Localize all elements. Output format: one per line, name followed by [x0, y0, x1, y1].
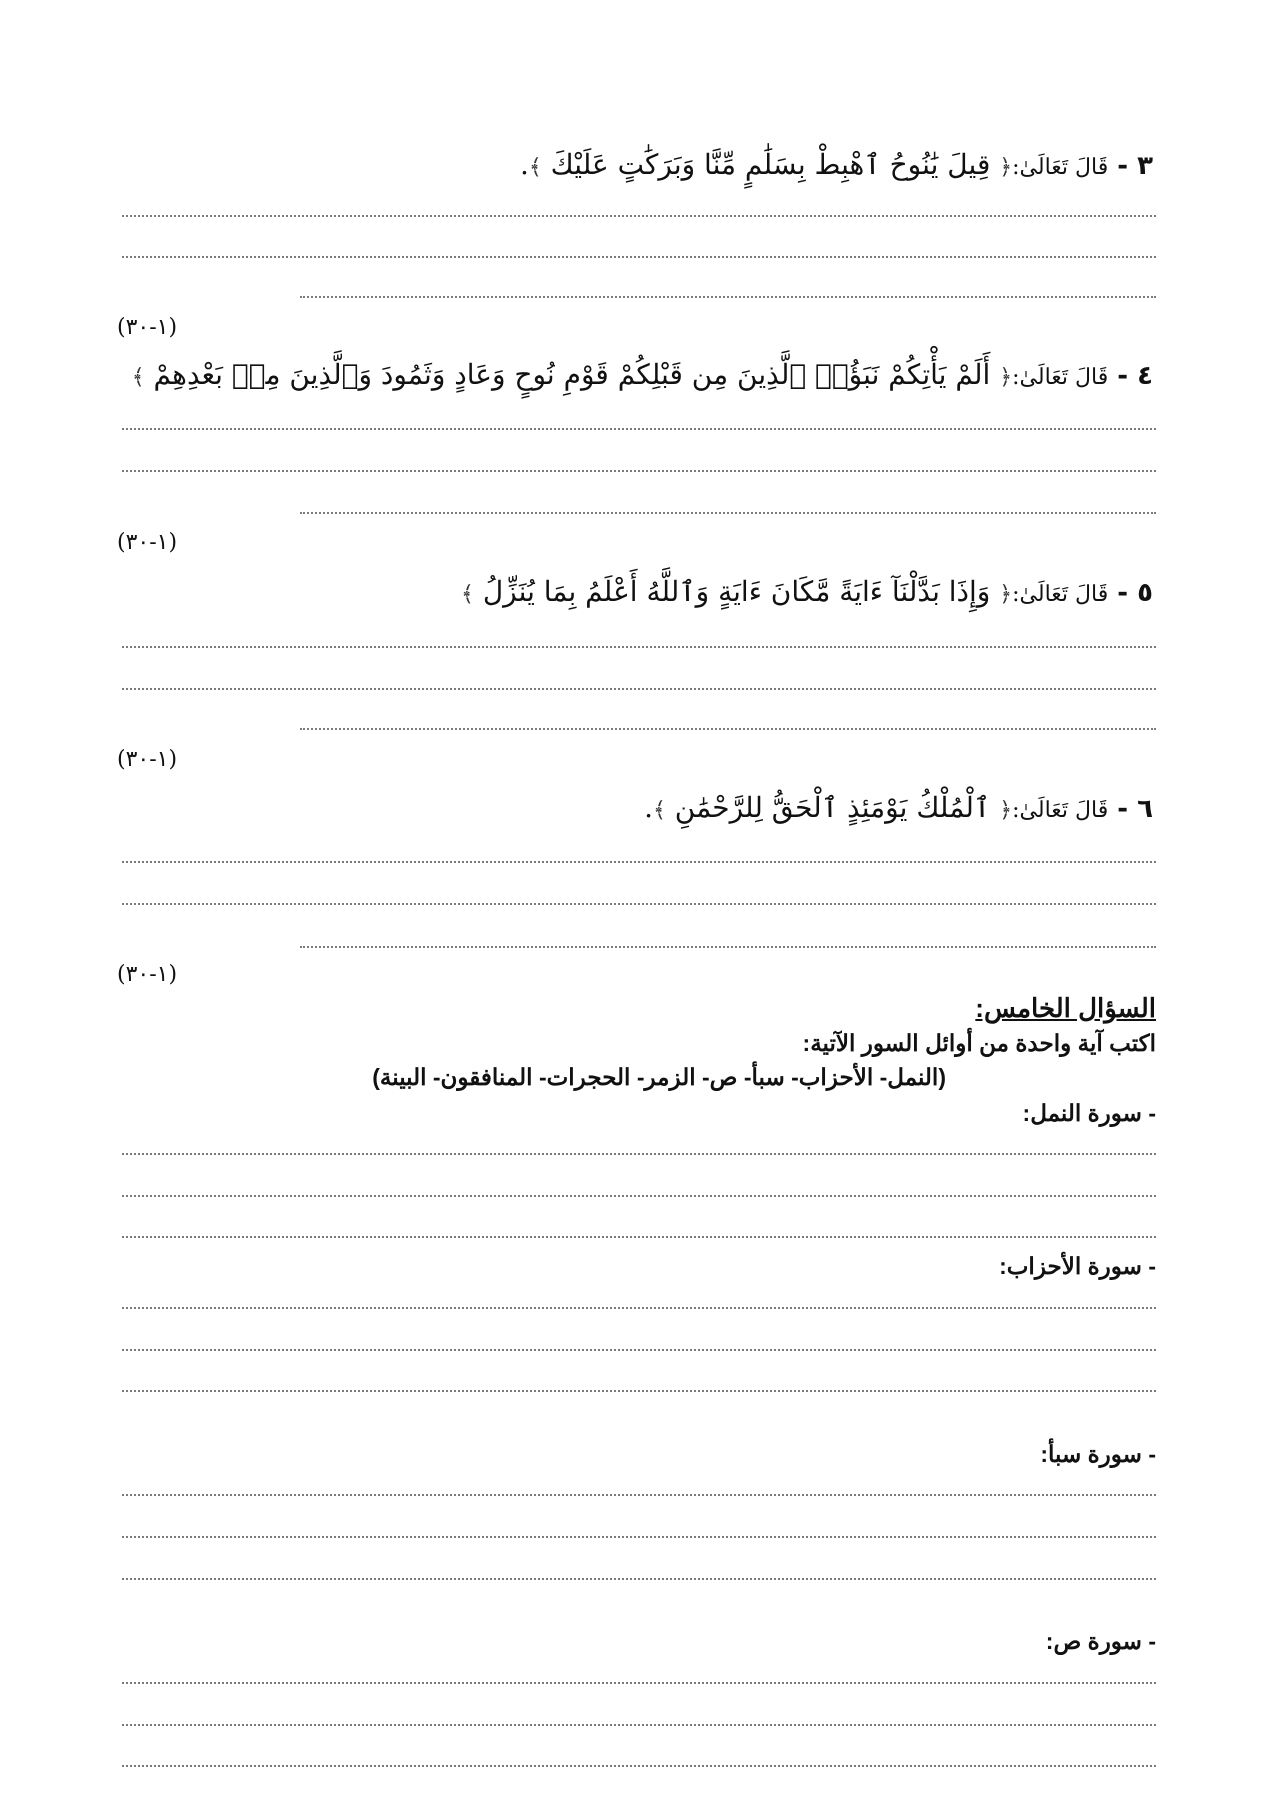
- answer-line[interactable]: [300, 296, 1156, 298]
- question-number: ٤: [1137, 361, 1153, 391]
- answer-line[interactable]: [122, 1765, 1156, 1767]
- answer-line[interactable]: [122, 1390, 1156, 1392]
- answer-line[interactable]: [122, 1236, 1156, 1238]
- quran-verse: قِيلَ يَٰنُوحُ ٱهْبِطْ بِسَلَٰمٍ مِّنَّا وَبَرَكَٰتٍ عَلَيْكَ: [550, 148, 991, 181]
- answer-line[interactable]: [122, 1494, 1156, 1496]
- answer-line[interactable]: [300, 512, 1156, 514]
- verse-reference: (١-٣٠): [117, 747, 178, 772]
- answer-line[interactable]: [122, 215, 1156, 217]
- surah-label-sad: - سورة ص:: [1045, 1628, 1156, 1654]
- surah-label-saba: - سورة سبأ:: [1040, 1441, 1156, 1467]
- surah-list: (النمل- الأحزاب- سبأ- ص- الزمر- الحجرات- المنافقون- البينة): [372, 1064, 946, 1090]
- question-number: ٦: [1137, 794, 1153, 824]
- answer-line[interactable]: [122, 688, 1156, 690]
- answer-line[interactable]: [122, 428, 1156, 430]
- question-intro: قَالَ تَعَالَىٰ:: [1012, 582, 1109, 607]
- section-heading: السؤال الخامس:: [975, 993, 1156, 1023]
- surah-label-ahzab: - سورة الأحزاب:: [999, 1253, 1156, 1279]
- surah-label-naml: - سورة النمل:: [1022, 1100, 1156, 1126]
- quran-verse: أَلَمْ يَأْتِكُمْ نَبَؤُا۟ ٱلَّذِينَ مِن قَبْلِكُمْ قَوْمِ نُوحٍ وَعَادٍ وَثَمُودَ وَٱلَّذِينَ مِنۢ بَعْدِهِمْ: [153, 358, 991, 391]
- answer-line[interactable]: [122, 256, 1156, 258]
- question-4: ٤ - قَالَ تَعَالَىٰ:﴿ أَلَمْ يَأْتِكُمْ نَبَؤُا۟ ٱلَّذِينَ مِن قَبْلِكُمْ قَوْمِ نُوحٍ وَعَادٍ وَثَمُودَ وَٱلَّذِينَ مِنۢ بَعْدِهِمْ ﴾: [131, 358, 1153, 391]
- answer-line[interactable]: [122, 1307, 1156, 1309]
- question-5: ٥ - قَالَ تَعَالَىٰ:﴿ وَإِذَا بَدَّلْنَآ ءَايَةً مَّكَانَ ءَايَةٍ وَٱللَّهُ أَعْلَمُ بِمَا يُنَزِّلُ ﴾: [461, 575, 1153, 608]
- answer-line[interactable]: [122, 1682, 1156, 1684]
- section-instruction: اكتب آية واحدة من أوائل السور الآتية:: [802, 1030, 1156, 1056]
- answer-line[interactable]: [300, 946, 1156, 948]
- answer-line[interactable]: [122, 1578, 1156, 1580]
- answer-line[interactable]: [300, 728, 1156, 730]
- question-intro: قَالَ تَعَالَىٰ:: [1012, 365, 1109, 390]
- quran-verse: ٱلْمُلْكُ يَوْمَئِذٍ ٱلْحَقُّ لِلرَّحْمَٰنِ: [674, 791, 991, 824]
- quran-verse: وَإِذَا بَدَّلْنَآ ءَايَةً مَّكَانَ ءَايَةٍ وَٱللَّهُ أَعْلَمُ بِمَا يُنَزِّلُ: [482, 575, 991, 608]
- verse-reference: (١-٣٠): [117, 315, 178, 340]
- answer-line[interactable]: [122, 1195, 1156, 1197]
- question-3: ٣ - قَالَ تَعَالَىٰ:﴿ قِيلَ يَٰنُوحُ ٱهْبِطْ بِسَلَٰمٍ مِّنَّا وَبَرَكَٰتٍ عَلَيْكَ ﴾.: [519, 148, 1153, 181]
- answer-line[interactable]: [122, 861, 1156, 863]
- verse-reference: (١-٣٠): [117, 530, 178, 555]
- answer-line[interactable]: [122, 1349, 1156, 1351]
- question-number: ٥: [1137, 578, 1153, 608]
- answer-line[interactable]: [122, 1153, 1156, 1155]
- answer-line[interactable]: [122, 470, 1156, 472]
- answer-line[interactable]: [122, 646, 1156, 648]
- question-intro: قَالَ تَعَالَىٰ:: [1012, 155, 1109, 180]
- question-number: ٣: [1137, 151, 1153, 181]
- answer-line[interactable]: [122, 1724, 1156, 1726]
- verse-reference: (١-٣٠): [117, 962, 178, 987]
- question-6: ٦ - قَالَ تَعَالَىٰ:﴿ ٱلْمُلْكُ يَوْمَئِذٍ ٱلْحَقُّ لِلرَّحْمَٰنِ ﴾.: [644, 791, 1153, 824]
- question-intro: قَالَ تَعَالَىٰ:: [1012, 798, 1109, 823]
- answer-line[interactable]: [122, 1536, 1156, 1538]
- answer-line[interactable]: [122, 903, 1156, 905]
